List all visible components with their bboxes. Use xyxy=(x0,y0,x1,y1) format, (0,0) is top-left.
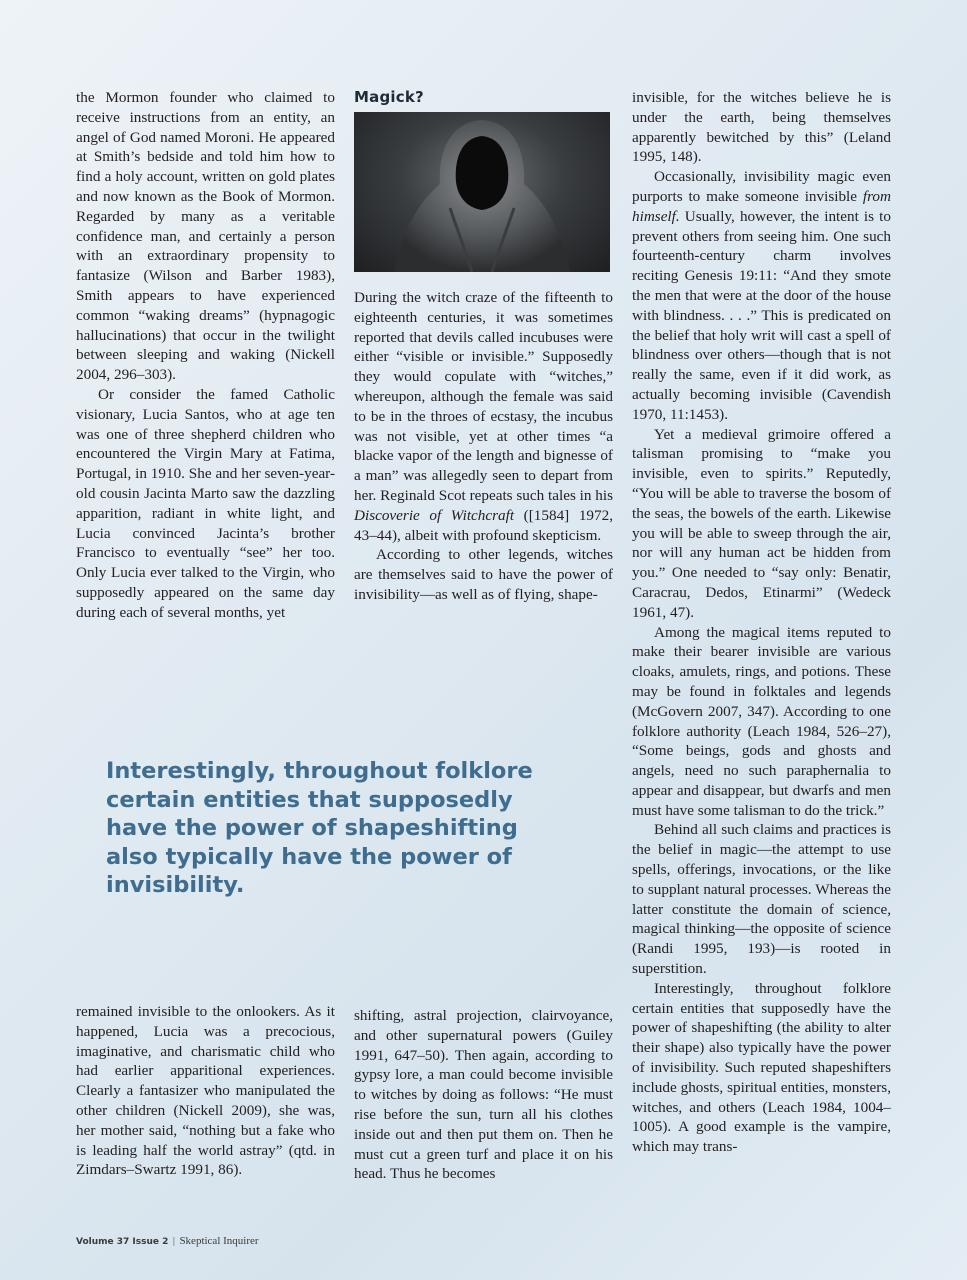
body-paragraph: According to other legends, witches are themselves said to have the power of invisibility—as well as of flying, shape- xyxy=(354,546,613,603)
body-paragraph: the Mormon founder who claimed to receive instructions from an entity, an angel of God named Moroni. He appeared at Smith’s bedside and told him how to find a holy account, written on gold plates and now known as the Book of Mormon. Regarded by many as a veritable confidence man, and certainly a person with an extraordinary propensity to fantasize (Wilson and Barber 1983), Smith appears to have experienced common “waking dreams” (hypnagogic hallucinations) that occur in the twilight between sleeping and waking (Nickell 2004, 296–303). xyxy=(76,89,335,384)
body-paragraph: remained invisible to the onlookers. As it happened, Lucia was a precocious, imaginative, and charismatic child who had earlier apparitional experiences. Clearly a fantasizer who manipulated the other children (Nickell 2009), she was, her mother said, “nothing but a fake who is leading half the world astray” (qtd. in Zimdars–Swartz 1991, 86). xyxy=(76,1003,335,1179)
body-paragraph: Or consider the famed Catholic visionary, Lucia Santos, who at age ten was one of three shepherd children who encountered the Virgin Mary at Fatima, Portugal, in 1910. She and her seven-year-old cousin Jacinta Marto saw the dazzling apparition, radiant in white light, and Lucia convinced Jacinta’s brother Francisco to eventually “see” her too. Only Lucia ever talked to the Virgin, who supposedly appeared on the same day during each of several months, yet xyxy=(76,385,335,621)
body-paragraph: Behind all such claims and practices is the belief in magic—the attempt to use spells, offerings, invocations, or the like to supplant natural processes. Whereas the latter constitute the domain of science, magical thinking—the opposite of science (Randi 1995, 193)—is rooted in superstition. xyxy=(632,821,891,978)
column-1-bottom xyxy=(76,1002,335,1180)
body-paragraph: shifting, astral projection, clairvoyance, and other supernatural powers (Guiley 1991, 647–50). Then again, according to gypsy lore, a man could become invisible to witches by doing as follows: “He must rise before the sun, turn all his clothes inside out and then put them on. Then he must cut a green turf and place it on his head. Thus he becomes xyxy=(354,1007,613,1183)
body-paragraph: Occasionally, invisibility magic even purports to make someone invisible from himself. Usually, however, the intent is to prevent others from seeing him. One such fourteenth-century charm involves reciting Genesis 19:11: “And they smote the men that were at the door of the house with blindness. . . .” This is predicated on the belief that holy writ will cast a spell of blindness over others—though that is not really the same, even if it did work, as actually becoming invisible (Cavendish 1970, 11:1453). xyxy=(632,168,891,423)
issue-label: Volume 37 Issue 2 xyxy=(76,1237,169,1247)
column-3 xyxy=(632,88,891,1157)
body-paragraph: Yet a medieval grimoire offered a talisman promising to “make you invisible, even to spirits.” Reputedly, “You will be able to traverse the bosom of the seas, the bowels of the earth. Likewise you will be able to sweep through the air, nor will any human act be hidden from you.” One needed to “say only: Benatir, Caracrau, Dedos, Etinarmi” (Wedeck 1961, 47). xyxy=(632,425,891,621)
section-heading: Magick? xyxy=(354,88,424,106)
column-2-top xyxy=(354,88,613,605)
page-footer xyxy=(76,1235,259,1247)
column-1-top xyxy=(76,88,335,623)
body-paragraph: Among the magical items reputed to make their bearer invisible are various cloaks, amulets, rings, and potions. These may be found in folktales and legends (McGovern 2007, 347). According to one folklore authority (Leach 1984, 526–27), “Some beings, gods and ghosts and angels, need no such paraphernalia to appear and disappear, but dwarfs and men must have some talisman to do the trick.” xyxy=(632,623,891,819)
pull-quote: Interestingly, throughout folklore certain entities that supposedly have the power of shapeshifting also typically have the power of invisibility. xyxy=(106,758,533,898)
magazine-name: Skeptical Inquirer xyxy=(179,1235,259,1247)
body-paragraph: Interestingly, throughout folklore certain entities that supposedly have the power of shapeshifting (the ability to alter their shape) also typically have the power of invisibility. Such reputed shapeshifters include ghosts, spiritual entities, monsters, witches, and others (Leach 1984, 1004–1005). A good example is the vampire, which may trans- xyxy=(632,979,891,1156)
hooded-figure-image xyxy=(354,112,610,272)
footer-separator: | xyxy=(172,1237,176,1247)
body-paragraph: invisible, for the witches believe he is under the earth, being themselves apparently bewitched by this” (Leland 1995, 148). xyxy=(632,89,891,166)
body-paragraph: During the witch craze of the fifteenth to eighteenth centuries, it was sometimes reported that devils called incubuses were either “visible or invisible.” Supposedly they would copulate with “witches,” whereupon, although the female was said to be in the throes of ecstasy, the incubus was not visible, yet at other times “a blacke vapor of the length and bignesse of a man” was allegedly seen to depart from her. Reginald Scot repeats such tales in his Discoverie of Witchcraft ([1584] 1972, 43–44), albeit with profound skepticism. xyxy=(354,289,613,544)
column-2-bottom xyxy=(354,1006,613,1184)
